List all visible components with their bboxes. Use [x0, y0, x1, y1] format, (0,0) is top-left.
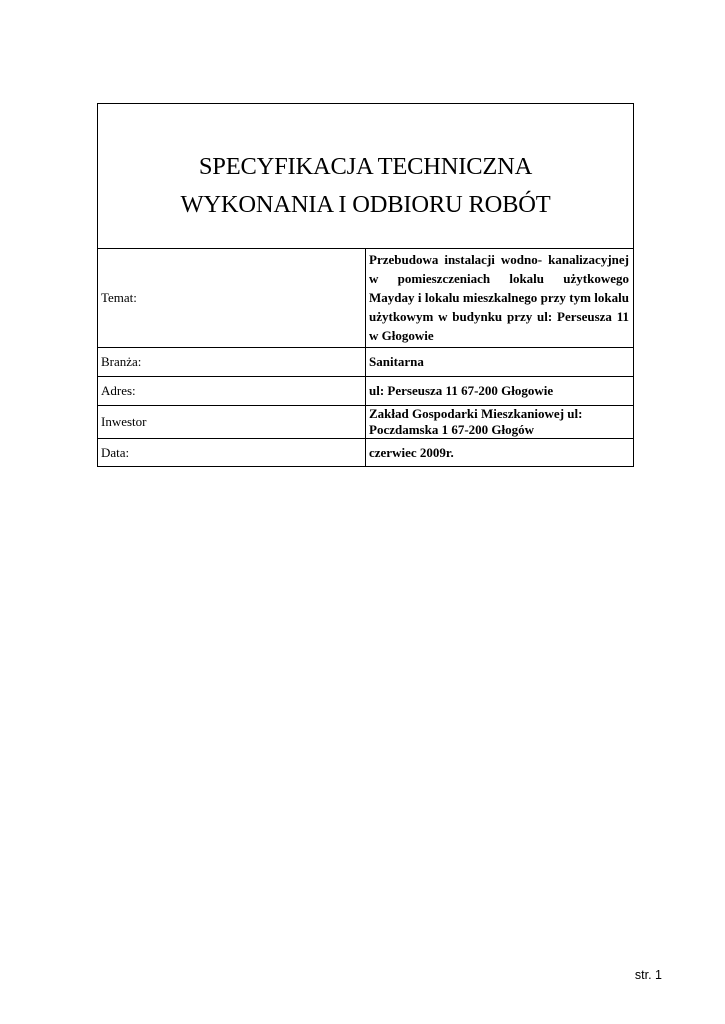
label-adres: Adres: [98, 377, 366, 406]
title-row [98, 104, 634, 249]
document-title [98, 128, 633, 224]
table-row-temat [98, 249, 634, 348]
table-row-branza [98, 348, 634, 377]
table-row-adres [98, 377, 634, 406]
label-inwestor: Inwestor [98, 406, 366, 439]
title-cell [98, 104, 634, 249]
label-branza: Branża: [98, 348, 366, 377]
table-row-data [98, 439, 634, 467]
label-temat: Temat: [98, 249, 366, 348]
value-temat [366, 249, 634, 348]
table-row-inwestor [98, 406, 634, 439]
value-data: czerwiec 2009r. [366, 439, 634, 467]
value-adres: ul: Perseusza 11 67-200 Głogowie [366, 377, 634, 406]
title-line-2: WYKONANIA I ODBIORU ROBÓT [180, 191, 551, 218]
temat-text: Przebudowa instalacji wodno- kanalizacyjnej w pomieszczeniach lokalu użytkowego Mayday i lokalu mieszkalnego przy tym lokalu użytkowym w budynku przy ul: Perseusza 11 w Głogowie [369, 252, 629, 343]
page-number: str. 1 [634, 968, 662, 982]
title-line-1: SPECYFIKACJA TECHNICZNA [198, 153, 533, 180]
label-data: Data: [98, 439, 366, 467]
value-branza: Sanitarna [366, 348, 634, 377]
specification-table [97, 103, 634, 467]
value-inwestor: Zakład Gospodarki Mieszkaniowej ul: Poczdamska 1 67-200 Głogów [366, 406, 634, 439]
